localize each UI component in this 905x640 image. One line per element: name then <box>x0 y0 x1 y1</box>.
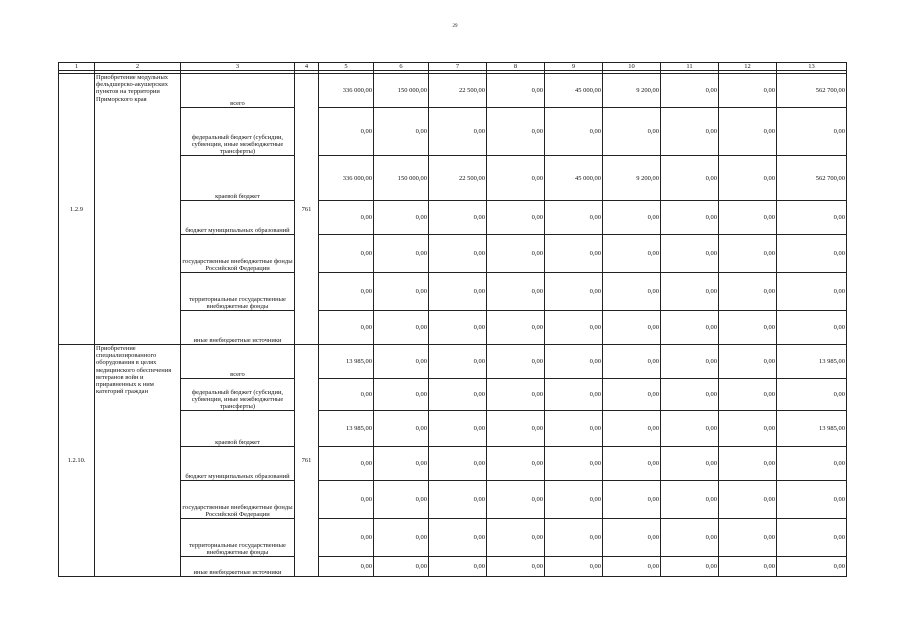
value-cell: 0,00 <box>429 108 487 156</box>
value-cell: 0,00 <box>661 156 719 201</box>
column-number-row <box>59 63 847 71</box>
value-cell: 0,00 <box>661 311 719 345</box>
value-cell: 0,00 <box>374 311 429 345</box>
value-cell: 0,00 <box>487 311 545 345</box>
value-cell: 0,00 <box>374 519 429 557</box>
value-cell: 0,00 <box>319 481 374 519</box>
value-cell: 0,00 <box>487 379 545 411</box>
value-cell: 0,00 <box>777 235 847 273</box>
value-cell: 0,00 <box>719 74 777 108</box>
value-cell: 0,00 <box>603 379 661 411</box>
value-cell: 0,00 <box>603 411 661 447</box>
funding-source: всего <box>181 345 295 379</box>
value-cell: 0,00 <box>429 379 487 411</box>
value-cell: 22 500,00 <box>429 74 487 108</box>
funding-source: иные внебюджетные источники <box>181 557 295 577</box>
value-cell: 0,00 <box>719 156 777 201</box>
column-header: 13 <box>777 63 847 71</box>
value-cell: 0,00 <box>777 201 847 235</box>
value-cell: 0,00 <box>487 411 545 447</box>
value-cell: 0,00 <box>719 235 777 273</box>
value-cell: 22 500,00 <box>429 156 487 201</box>
value-cell: 0,00 <box>429 519 487 557</box>
section-name: Приобретение модульных фельдшерско-акушерских пунктов на территории Приморского края <box>95 74 181 345</box>
value-cell: 45 000,00 <box>545 74 603 108</box>
value-cell: 0,00 <box>603 235 661 273</box>
value-cell: 0,00 <box>719 557 777 577</box>
value-cell: 0,00 <box>545 481 603 519</box>
value-cell: 150 000,00 <box>374 156 429 201</box>
funding-source: бюджет муниципальных образований <box>181 201 295 235</box>
value-cell: 0,00 <box>777 481 847 519</box>
value-cell: 0,00 <box>661 108 719 156</box>
value-cell: 0,00 <box>374 201 429 235</box>
value-cell: 0,00 <box>487 481 545 519</box>
value-cell: 0,00 <box>429 345 487 379</box>
value-cell: 0,00 <box>429 311 487 345</box>
org-code: 761 <box>295 345 319 577</box>
value-cell: 0,00 <box>661 447 719 481</box>
value-cell: 0,00 <box>603 345 661 379</box>
org-code: 761 <box>295 74 319 345</box>
value-cell: 0,00 <box>777 311 847 345</box>
value-cell: 0,00 <box>487 74 545 108</box>
funding-source: всего <box>181 74 295 108</box>
value-cell: 0,00 <box>545 235 603 273</box>
value-cell: 0,00 <box>719 108 777 156</box>
table-row <box>59 345 847 379</box>
value-cell: 0,00 <box>719 519 777 557</box>
column-header: 10 <box>603 63 661 71</box>
value-cell: 0,00 <box>319 447 374 481</box>
value-cell: 336 000,00 <box>319 74 374 108</box>
value-cell: 0,00 <box>319 201 374 235</box>
value-cell: 0,00 <box>545 411 603 447</box>
value-cell: 0,00 <box>545 311 603 345</box>
value-cell: 0,00 <box>603 557 661 577</box>
value-cell: 0,00 <box>429 201 487 235</box>
value-cell: 0,00 <box>719 345 777 379</box>
value-cell: 0,00 <box>429 273 487 311</box>
value-cell: 0,00 <box>661 411 719 447</box>
value-cell: 562 700,00 <box>777 156 847 201</box>
value-cell: 0,00 <box>661 345 719 379</box>
funding-source: государственные внебюджетные фонды Российской Федерации <box>181 235 295 273</box>
funding-source: краевой бюджет <box>181 411 295 447</box>
value-cell: 0,00 <box>545 345 603 379</box>
value-cell: 0,00 <box>319 557 374 577</box>
column-header: 12 <box>719 63 777 71</box>
value-cell: 0,00 <box>487 447 545 481</box>
column-header: 5 <box>319 63 374 71</box>
value-cell: 0,00 <box>777 108 847 156</box>
budget-table <box>58 62 847 577</box>
value-cell: 0,00 <box>719 311 777 345</box>
value-cell: 0,00 <box>429 447 487 481</box>
value-cell: 0,00 <box>777 379 847 411</box>
funding-source: территориальные государственные внебюджетные фонды <box>181 273 295 311</box>
value-cell: 0,00 <box>487 557 545 577</box>
value-cell: 0,00 <box>661 235 719 273</box>
funding-source: государственные внебюджетные фонды Российской Федерации <box>181 481 295 519</box>
value-cell: 0,00 <box>319 273 374 311</box>
value-cell: 0,00 <box>777 447 847 481</box>
value-cell: 0,00 <box>603 447 661 481</box>
value-cell: 0,00 <box>545 201 603 235</box>
value-cell: 0,00 <box>545 108 603 156</box>
value-cell: 0,00 <box>661 201 719 235</box>
section-name: Приобретение специализированного оборудования в целях медицинского обеспечения ветеранов войн и приравненных к ним категорий граждан <box>95 345 181 577</box>
value-cell: 45 000,00 <box>545 156 603 201</box>
value-cell: 0,00 <box>661 379 719 411</box>
section-number: 1.2.9 <box>59 74 95 345</box>
value-cell: 0,00 <box>719 447 777 481</box>
value-cell: 0,00 <box>487 201 545 235</box>
value-cell: 13 985,00 <box>777 345 847 379</box>
column-header: 6 <box>374 63 429 71</box>
value-cell: 0,00 <box>661 481 719 519</box>
value-cell: 0,00 <box>374 108 429 156</box>
value-cell: 0,00 <box>603 108 661 156</box>
value-cell: 0,00 <box>374 411 429 447</box>
column-header: 9 <box>545 63 603 71</box>
value-cell: 0,00 <box>319 235 374 273</box>
value-cell: 0,00 <box>719 411 777 447</box>
value-cell: 0,00 <box>719 379 777 411</box>
value-cell: 9 200,00 <box>603 74 661 108</box>
value-cell: 0,00 <box>777 557 847 577</box>
column-header: 3 <box>181 63 295 71</box>
value-cell: 0,00 <box>603 201 661 235</box>
value-cell: 0,00 <box>545 557 603 577</box>
value-cell: 0,00 <box>603 311 661 345</box>
value-cell: 0,00 <box>661 557 719 577</box>
value-cell: 0,00 <box>319 311 374 345</box>
value-cell: 0,00 <box>719 201 777 235</box>
value-cell: 562 700,00 <box>777 74 847 108</box>
funding-source: федеральный бюджет (субсидии, субвенции, иные межбюджетные трансферты) <box>181 108 295 156</box>
value-cell: 150 000,00 <box>374 74 429 108</box>
value-cell: 0,00 <box>374 235 429 273</box>
column-header: 11 <box>661 63 719 71</box>
value-cell: 0,00 <box>319 519 374 557</box>
value-cell: 0,00 <box>545 447 603 481</box>
value-cell: 0,00 <box>661 519 719 557</box>
value-cell: 13 985,00 <box>319 345 374 379</box>
value-cell: 0,00 <box>487 273 545 311</box>
value-cell: 0,00 <box>429 235 487 273</box>
value-cell: 0,00 <box>374 273 429 311</box>
column-header: 8 <box>487 63 545 71</box>
funding-source: территориальные государственные внебюджетные фонды <box>181 519 295 557</box>
value-cell: 0,00 <box>319 108 374 156</box>
value-cell: 0,00 <box>429 411 487 447</box>
column-header: 2 <box>95 63 181 71</box>
value-cell: 0,00 <box>374 481 429 519</box>
value-cell: 0,00 <box>487 156 545 201</box>
value-cell: 0,00 <box>374 379 429 411</box>
value-cell: 0,00 <box>429 557 487 577</box>
page-number: 29 <box>452 24 458 29</box>
value-cell: 0,00 <box>661 74 719 108</box>
value-cell: 0,00 <box>603 519 661 557</box>
value-cell: 0,00 <box>374 345 429 379</box>
value-cell: 0,00 <box>661 273 719 311</box>
value-cell: 0,00 <box>487 345 545 379</box>
value-cell: 0,00 <box>545 273 603 311</box>
value-cell: 0,00 <box>487 108 545 156</box>
value-cell: 0,00 <box>374 557 429 577</box>
column-header: 1 <box>59 63 95 71</box>
value-cell: 0,00 <box>487 235 545 273</box>
value-cell: 0,00 <box>603 481 661 519</box>
value-cell: 0,00 <box>719 481 777 519</box>
value-cell: 0,00 <box>719 273 777 311</box>
funding-source: иные внебюджетные источники <box>181 311 295 345</box>
funding-source: краевой бюджет <box>181 156 295 201</box>
value-cell: 0,00 <box>487 519 545 557</box>
value-cell: 0,00 <box>545 519 603 557</box>
column-header: 7 <box>429 63 487 71</box>
funding-source: федеральный бюджет (субсидии, субвенции, иные межбюджетные трансферты) <box>181 379 295 411</box>
value-cell: 0,00 <box>603 273 661 311</box>
value-cell: 0,00 <box>319 379 374 411</box>
value-cell: 0,00 <box>374 447 429 481</box>
value-cell: 0,00 <box>545 379 603 411</box>
value-cell: 0,00 <box>777 273 847 311</box>
value-cell: 0,00 <box>777 519 847 557</box>
value-cell: 336 000,00 <box>319 156 374 201</box>
section-number: 1.2.10. <box>59 345 95 577</box>
funding-source: бюджет муниципальных образований <box>181 447 295 481</box>
value-cell: 9 200,00 <box>603 156 661 201</box>
table-row <box>59 74 847 108</box>
value-cell: 13 985,00 <box>777 411 847 447</box>
column-header: 4 <box>295 63 319 71</box>
value-cell: 0,00 <box>429 481 487 519</box>
value-cell: 13 985,00 <box>319 411 374 447</box>
